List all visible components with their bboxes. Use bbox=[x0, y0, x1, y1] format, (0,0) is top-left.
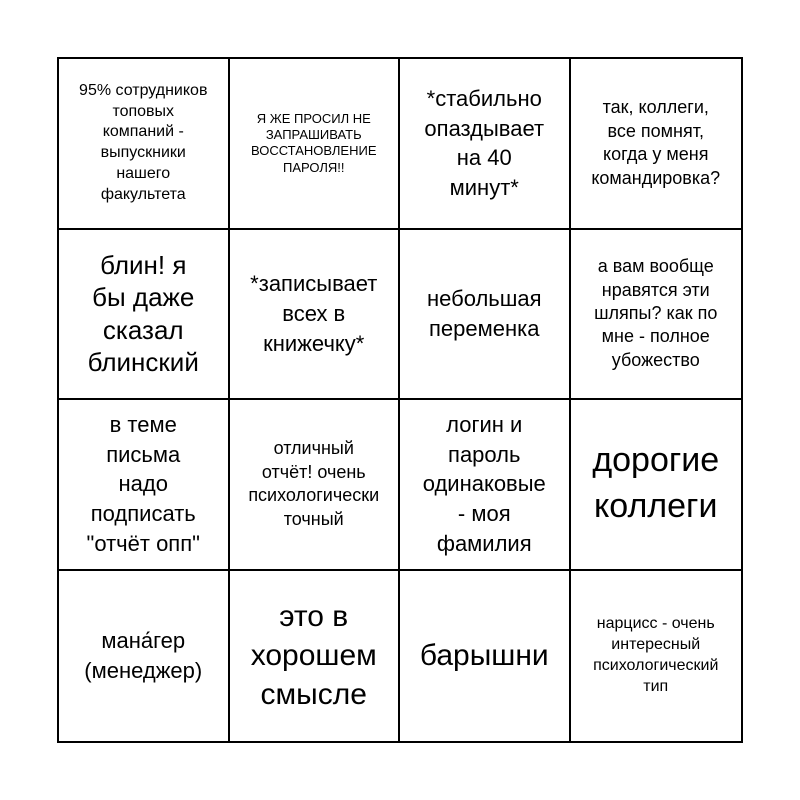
bingo-cell-r1c3[interactable] bbox=[400, 59, 571, 230]
bingo-cell-r2c4[interactable] bbox=[571, 230, 742, 401]
bingo-cell-r3c2[interactable] bbox=[230, 400, 401, 571]
bingo-cell-text: 95% сотрудников топовых компаний - выпускники нашего факультета bbox=[79, 81, 208, 203]
bingo-cell-text: отличный отчёт! очень психологически точный bbox=[248, 438, 380, 529]
bingo-cell-r4c4[interactable] bbox=[571, 571, 742, 742]
bingo-cell-r3c3[interactable] bbox=[400, 400, 571, 571]
bingo-cell-r3c1[interactable] bbox=[59, 400, 230, 571]
bingo-cell-text: в теме письма надо подписать "отчёт опп" bbox=[86, 412, 200, 556]
bingo-cell-r1c2[interactable] bbox=[230, 59, 401, 230]
bingo-cell-text: так, коллеги, все помнят, когда у меня командировка? bbox=[591, 97, 721, 188]
bingo-board bbox=[57, 57, 743, 743]
bingo-cell-text: логин и пароль одинаковые - моя фамилия bbox=[422, 412, 546, 556]
bingo-cell-r4c3[interactable] bbox=[400, 571, 571, 742]
bingo-cell-text: блин! я бы даже сказал блинский bbox=[87, 249, 199, 378]
bingo-cell-text: а вам вообще нравятся эти шляпы? как по мне - полное убожество bbox=[594, 256, 718, 370]
bingo-cell-text: Я ЖЕ ПРОСИЛ НЕ ЗАПРАШИВАТЬ ВОССТАНОВЛЕНИЕ ПАРОЛЯ!! bbox=[250, 110, 377, 175]
bingo-cell-r3c4[interactable] bbox=[571, 400, 742, 571]
bingo-cell-r4c2[interactable] bbox=[230, 571, 401, 742]
bingo-cell-r1c1[interactable] bbox=[59, 59, 230, 230]
bingo-cell-text: нарцисс - очень интересный психологический тип bbox=[593, 615, 719, 695]
bingo-cell-text: барышни bbox=[419, 639, 549, 673]
bingo-cell-r2c1[interactable] bbox=[59, 230, 230, 401]
bingo-cell-text: мана́гер (менеджер) bbox=[84, 628, 203, 683]
bingo-cell-text: небольшая переменка bbox=[426, 286, 542, 341]
bingo-cell-r4c1[interactable] bbox=[59, 571, 230, 742]
bingo-cell-r1c4[interactable] bbox=[571, 59, 742, 230]
bingo-cell-text: дорогие коллеги bbox=[592, 441, 720, 526]
bingo-cell-text: *стабильно опаздывает на 40 минут* bbox=[424, 85, 545, 200]
bingo-cell-r2c3[interactable] bbox=[400, 230, 571, 401]
bingo-cell-text: *записывает всех в книжечку* bbox=[250, 271, 378, 356]
bingo-cell-text: это в хорошем смысле bbox=[250, 600, 377, 712]
bingo-cell-r2c2[interactable] bbox=[230, 230, 401, 401]
